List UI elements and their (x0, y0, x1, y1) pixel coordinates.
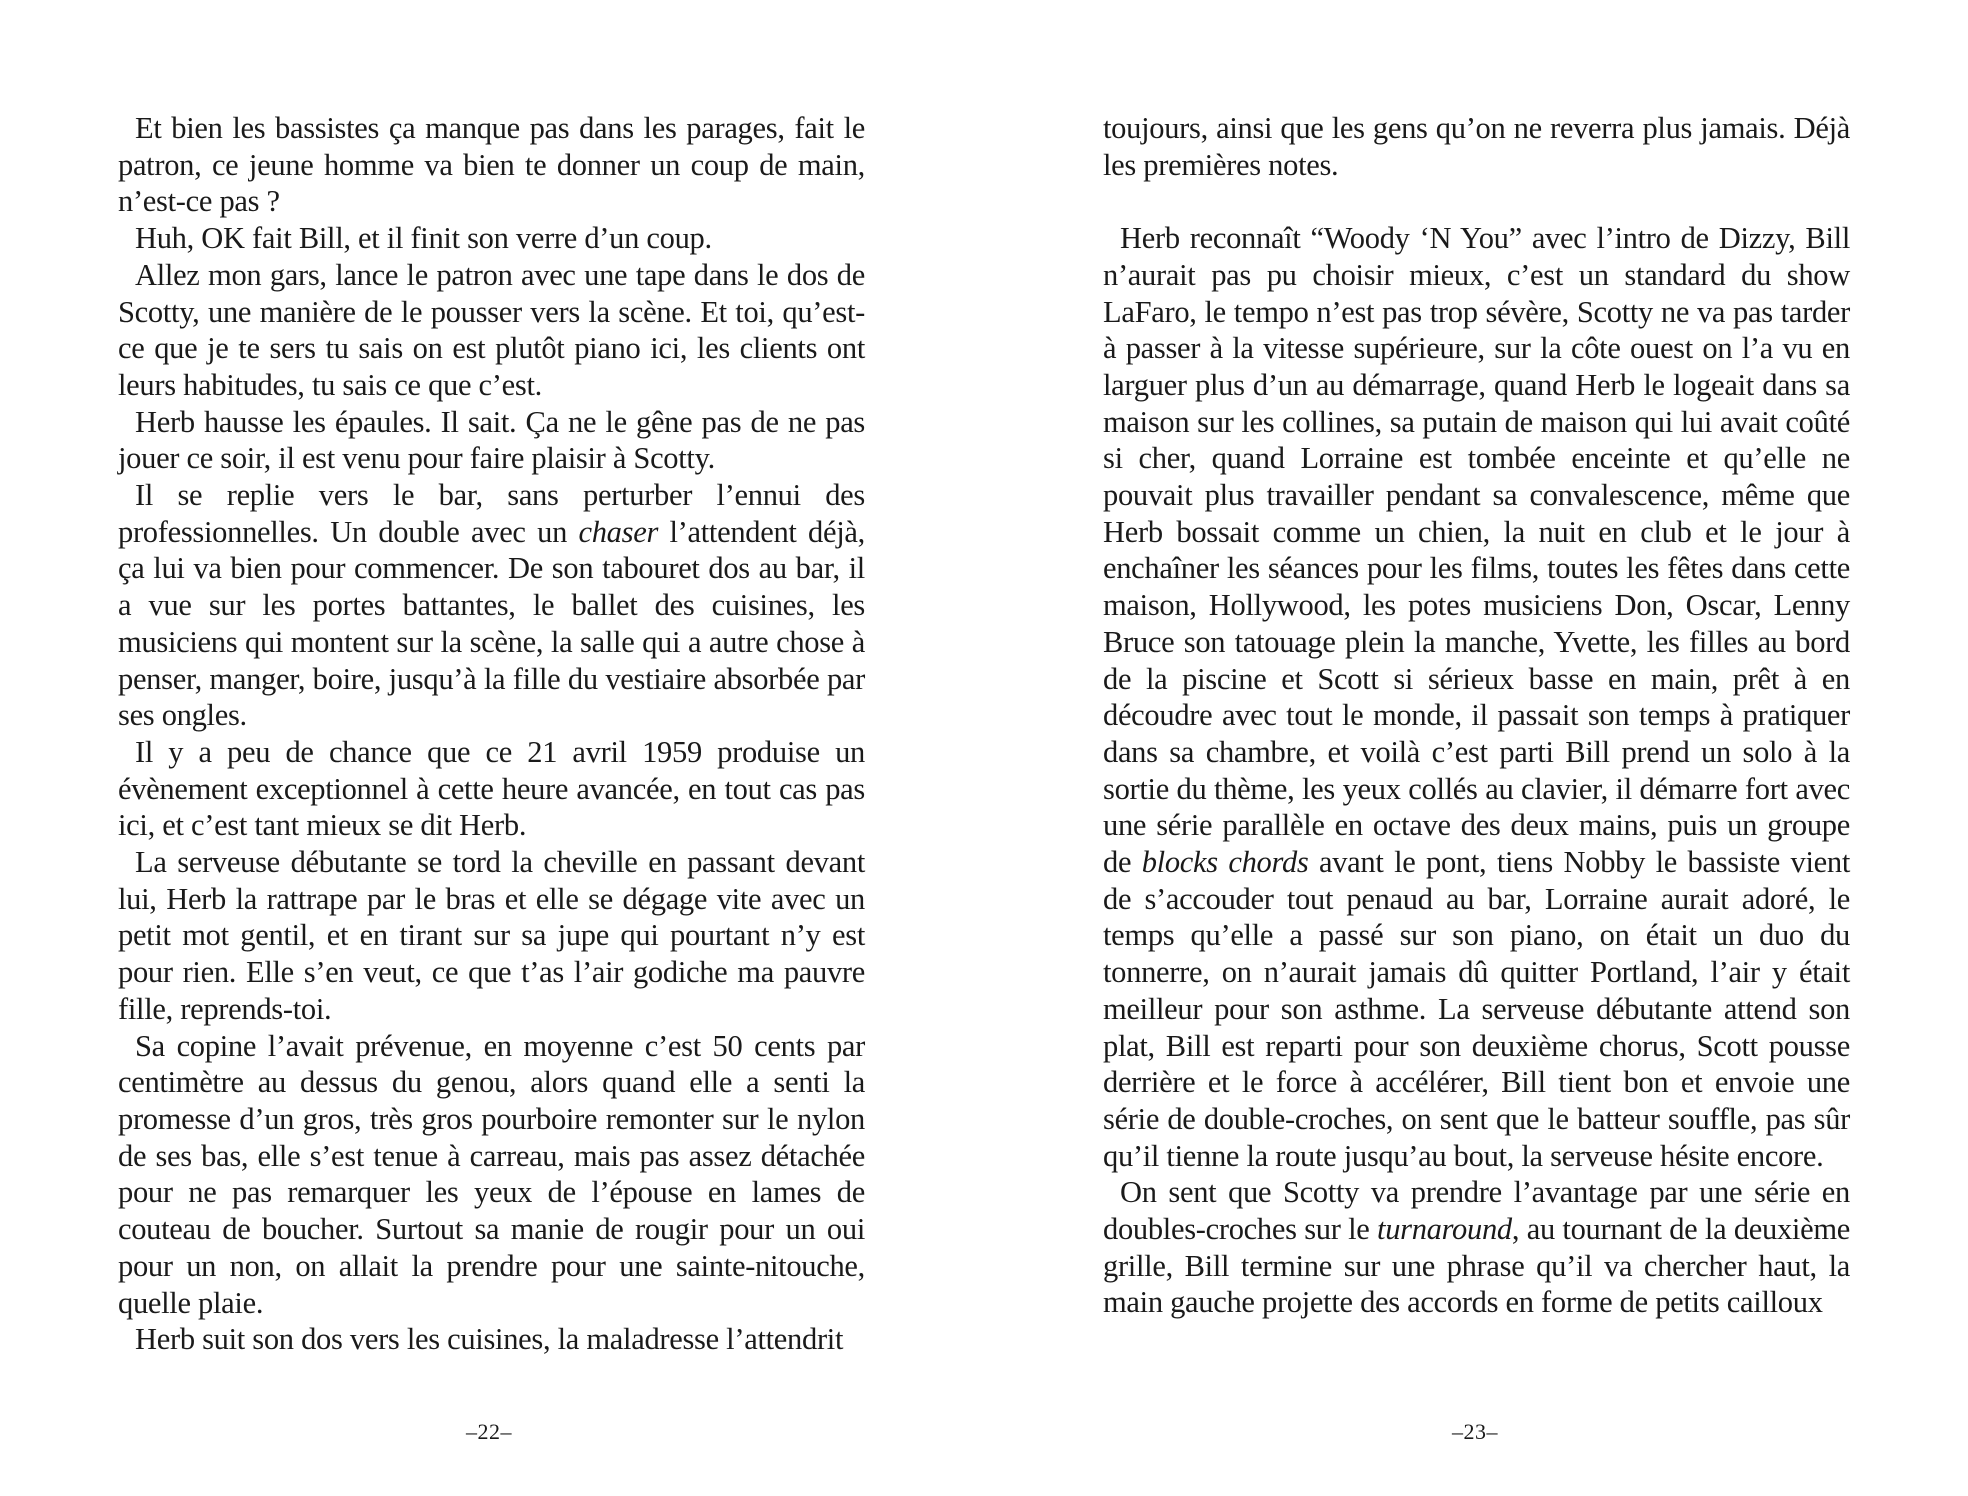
paragraph (118, 844, 865, 1028)
text-segment: Il se replie vers le bar, sans perturber l’ennui des professionnelles. Un double avec un (118, 478, 865, 549)
text-segment: Allez mon gars, lance le patron avec une tape dans le dos de Scotty, une manière de le pousser vers la scène. Et toi, qu’est-ce que je te sers tu sais on est plutôt piano ici, les clients ont leurs habitudes, tu sais ce que c’est. (118, 257, 865, 402)
paragraph (1103, 110, 1850, 183)
italic-text: chaser (578, 514, 659, 549)
text-segment: , au tournant de la deuxième grille, Bill termine sur une phrase qu’il va chercher haut, la main gauche projette des accords en forme de petits cailloux (1103, 1212, 1850, 1320)
paragraph (1103, 220, 1850, 1174)
text-segment: Herb reconnaît “Woody ‘N You” avec l’intro de Dizzy, Bill n’aurait pas pu choisir mieux, c’est un standard du show LaFaro, le tempo n’est pas trop sévère, Scotty ne va pas tarder à passer à la vitesse supérieure, sur la côte ouest on l’a vu en larguer plus d’un au démarrage, quand Herb le logeait dans sa maison sur les collines, sa putain de maison qui lui avait coûté si cher, quand Lorraine est tombée enceinte et qu’elle ne pouvait plus travailler pendant sa convalescence, même que Herb bossait comme un chien, la nuit en club et le jour à enchaîner les séances pour les films, toutes les fêtes dans cette maison, Hollywood, les potes musiciens Don, Oscar, Lenny Bruce son tatouage plein la manche, Yvette, les filles au bord de la piscine et Scott si sérieux basse en main, prêt à en découdre avec tout le monde, il passait son temps à pratiquer dans sa chambre, et voilà c’est parti Bill prend un solo à la sortie du thème, les yeux collés au clavier, il démarre fort avec une série parallèle en octave des deux mains, puis un groupe de (1103, 221, 1850, 880)
text-segment: Sa copine l’avait prévenue, en moyenne c’est 50 cents par centimètre au dessus du genou, alors quand elle a senti la promesse d’un gros, très gros pourboire remonter sur le nylon de ses bas, elle s’est tenue à carreau, mais pas assez détachée pour ne pas remarquer les yeux de l’épouse en lames de couteau de boucher. Surtout sa manie de rougir pour un oui pour un non, on allait la prendre pour une sainte-nitouche, quelle plaie. (118, 1028, 865, 1320)
right-page (984, 0, 1968, 1496)
text-segment: toujours, ainsi que les gens qu’on ne reverra plus jamais. Déjà les premières notes. (1103, 111, 1850, 182)
italic-text: turnaround (1377, 1212, 1512, 1247)
text-segment: Herb hausse les épaules. Il sait. Ça ne le gêne pas de ne pas jouer ce soir, il est venu pour faire plaisir à Scotty. (118, 404, 865, 476)
paragraph (118, 734, 865, 844)
page-number-23: –23– (1452, 1419, 1498, 1444)
text-segment: On sent que Scotty va prendre l’avantage par une série en doubles-croches sur le (1103, 1175, 1850, 1247)
paragraph (118, 257, 865, 404)
paragraph (118, 220, 865, 257)
text-segment: Et bien les bassistes ça manque pas dans les parages, fait le patron, ce jeune homme va bien te donner un coup de main, n’est-ce pas ? (118, 111, 865, 219)
left-page-text-column (118, 110, 865, 1358)
paragraph (118, 1321, 865, 1358)
italic-text: blocks chords (1141, 845, 1309, 880)
text-segment: La serveuse débutante se tord la cheville en passant devant lui, Herb la rattrape par le bras et elle se dégage vite avec un petit mot gentil, et en tirant sur sa jupe qui pourtant n’y est pour rien. Elle s’en veut, ce que t’as l’air godiche ma pauvre fille, reprends-toi. (118, 845, 865, 1026)
text-segment: l’attendent déjà, ça lui va bien pour commencer. De son tabouret dos au bar, il a vue sur les portes battantes, le ballet des cuisines, les musiciens qui montent sur la scène, la salle qui a autre chose à penser, manger, boire, jusqu’à la fille du vestiaire absorbée par ses ongles. (118, 514, 865, 733)
text-segment: Il y a peu de chance que ce 21 avril 1959 produise un évènement exceptionnel à cette heure avancée, en tout cas pas ici, et c’est tant mieux se dit Herb. (118, 734, 865, 843)
paragraph (118, 477, 865, 734)
right-page-text-column (1103, 110, 1850, 1321)
text-segment: avant le pont, tiens Nobby le bassiste vient de s’accouder tout penaud au bar, Lorraine aurait adoré, le temps qu’elle a passé sur son piano, on était un duo du tonnerre, on n’aurait jamais dû quitter Portland, l’air y était meilleur pour son asthme. La serveuse débutante attend son plat, Bill est reparti pour son deuxième chorus, Scott pousse derrière et le force à accélérer, Bill tient bon et envoie une série de double-croches, on sent que le batteur souffle, pas sûr qu’il tienne la route jusqu’au bout, la serveuse hésite encore. (1103, 845, 1850, 1173)
page-number-22: –22– (466, 1419, 512, 1444)
paragraph (118, 1028, 865, 1322)
paragraph (118, 404, 865, 477)
text-segment: Huh, OK fait Bill, et il finit son verre d’un coup. (135, 221, 712, 256)
text-segment: Herb suit son dos vers les cuisines, la maladresse l’attendrit (135, 1322, 844, 1357)
paragraph (118, 110, 865, 220)
paragraph (1103, 1174, 1850, 1321)
